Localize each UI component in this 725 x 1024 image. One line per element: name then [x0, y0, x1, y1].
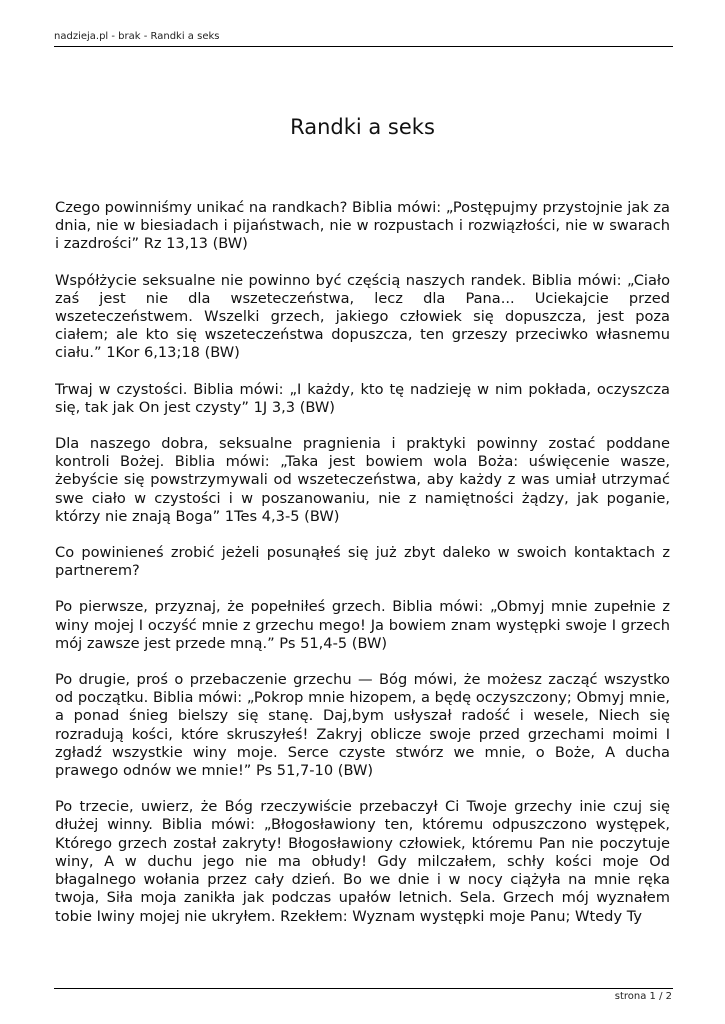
paragraph: Dla naszego dobra, seksualne pragnienia i praktyki powinny zostać poddane kontroli Bożej. Biblia mówi: „Taka jest bowiem wola Boża: uświęcenie wasze, żebyście się powstrzymywali od wszeteczeństwa, aby każdy z was umiał utrzymać swe ciało w czystości i w poszanowaniu, nie z namiętności żądzy, jak poganie, którzy nie znają Boga” 1Tes 4,3-5 (BW) — [55, 435, 670, 525]
document-body — [55, 199, 670, 937]
paragraph: Co powinieneś zrobić jeżeli posunąłeś się już zbyt daleko w swoich kontaktach z partnerem? — [55, 544, 670, 580]
paragraph: Po pierwsze, przyznaj, że popełniłeś grzech. Biblia mówi: „Obmyj mnie zupełnie z winy mojej I oczyść mnie z grzechu mego! Ja bowiem znam występki swoje I grzech mój zawsze jest przede mną.” Ps 51,4-5 (BW) — [55, 598, 670, 652]
paragraph: Czego powinniśmy unikać na randkach? Biblia mówi: „Postępujmy przystojnie jak za dnia, nie w biesiadach i pijaństwach, nie w rozpustach i rozwiązłości, nie w swarach i zazdrości” Rz 13,13 (BW) — [55, 199, 670, 253]
page-number: strona 1 / 2 — [614, 991, 672, 1002]
footer-divider — [54, 988, 673, 989]
paragraph: Po drugie, proś o przebaczenie grzechu — Bóg mówi, że możesz zacząć wszystko od początku. Biblia mówi: „Pokrop mnie hizopem, a będę oczyszczony; Obmyj mnie, a ponad śnieg bielszy się stanę. Daj,bym usłyszał radość i wesele, Niech się rozradują kości, które skruszyłeś! Zakryj oblicze swoje przed grzechami moimi I zgładź wszystkie winy moje. Serce czyste stwórz we mnie, o Boże, A ducha prawego odnów we mnie!” Ps 51,7-10 (BW) — [55, 671, 670, 780]
paragraph: Po trzecie, uwierz, że Bóg rzeczywiście przebaczył Ci Twoje grzechy inie czuj się dłużej winny. Biblia mówi: „Błogosławiony ten, któremu odpuszczono występek, Którego grzech został zakryty! Błogosławiony człowiek, któremu Pan nie poczytuje winy, A w duchu jego nie ma obłudy! Gdy milczałem, schły kości moje Od błagalnego wołania przez cały dzień. Bo we dnie i w nocy ciążyła na mnie ręka twoja, Siła moja zanikła jak podczas upałów letnich. Sela. Grzech mój wyznałem tobie Iwiny mojej nie ukryłem. Rzekłem: Wyznam występki moje Panu; Wtedy Ty — [55, 798, 670, 925]
paragraph: Współżycie seksualne nie powinno być częścią naszych randek. Biblia mówi: „Ciało zaś jest nie dla wszeteczeństwa, lecz dla Pana... Uciekajcie przed wszeteczeństwem. Wszelki grzech, jakiego człowiek się dopuszcza, jest poza ciałem; ale kto się wszeteczeństwa dopuszcza, ten grzeszy przeciwko własnemu ciału.” 1Kor 6,13;18 (BW) — [55, 271, 670, 362]
running-header: nadzieja.pl - brak - Randki a seks — [54, 31, 220, 42]
header-divider — [54, 46, 673, 47]
document-title: Randki a seks — [290, 115, 435, 139]
paragraph: Trwaj w czystości. Biblia mówi: „I każdy, kto tę nadzieję w nim pokłada, oczyszcza się, tak jak On jest czysty” 1J 3,3 (BW) — [55, 380, 670, 416]
